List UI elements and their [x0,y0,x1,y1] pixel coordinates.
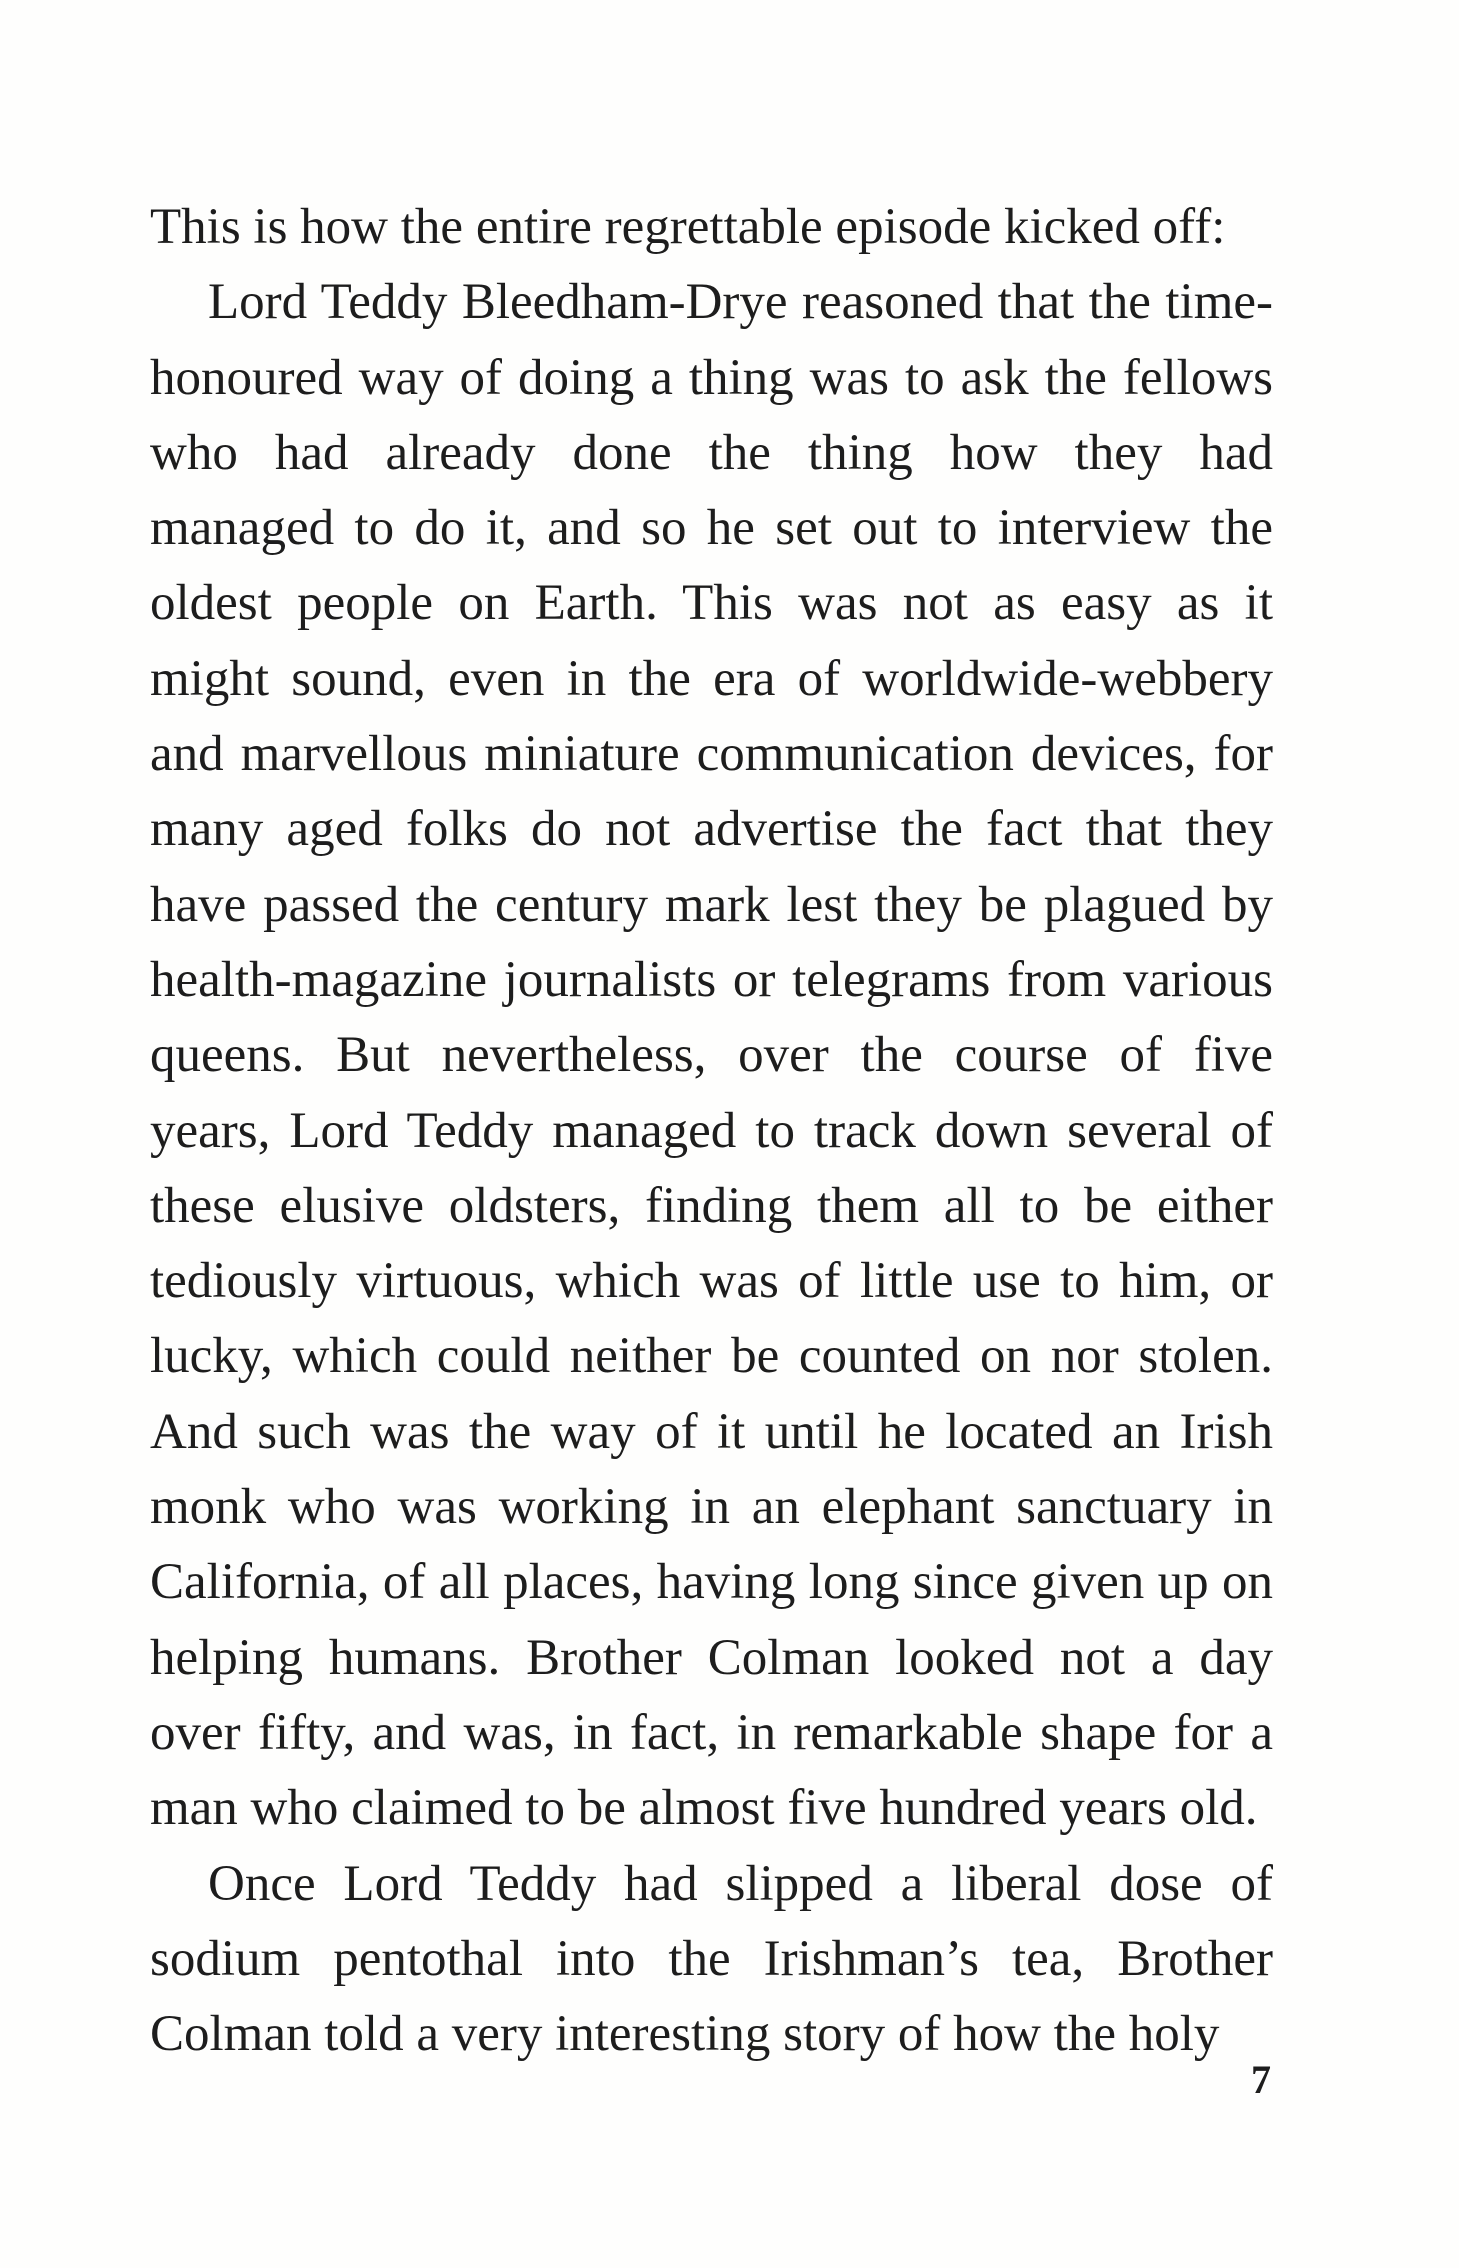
paragraph-3: Once Lord Teddy had slipped a liberal dose of sodium pentothal into the Irishman’s tea, Brother Colman told a very interesting story of how the holy [150,1855,1273,2063]
paragraph-2: Lord Teddy Bleedham-Drye reasoned that the time-honoured way of doing a thing was to ask the fellows who had already done the thing how they had managed to do it, and so he set out to interview the oldest people on Earth. This was not as easy as it might sound, even in the era of worldwide-webbery and marvellous miniature communication devices, for many aged folks do not advertise the fact that they have passed the century mark lest they be plagued by health-magazine journalists or telegrams from various queens. But nevertheless, over the course of five years, Lord Teddy managed to track down several of these elusive oldsters, finding them all to be either tediously virtuous, which was of little use to him, or lucky, which could neither be counted on nor stolen. And such was the way of it until he located an Irish monk who was working in an elephant sanctuary in California, of all places, having long since given up on helping humans. Brother Colman looked not a day over fifty, and was, in fact, in remarkable shape for a man who claimed to be almost five hundred years old. [150,274,1273,1837]
page-number: 7 [1251,2057,1271,2102]
paragraph-1: This is how the entire regrettable episode kicked off: [150,199,1226,255]
body-text [150,190,1273,2072]
